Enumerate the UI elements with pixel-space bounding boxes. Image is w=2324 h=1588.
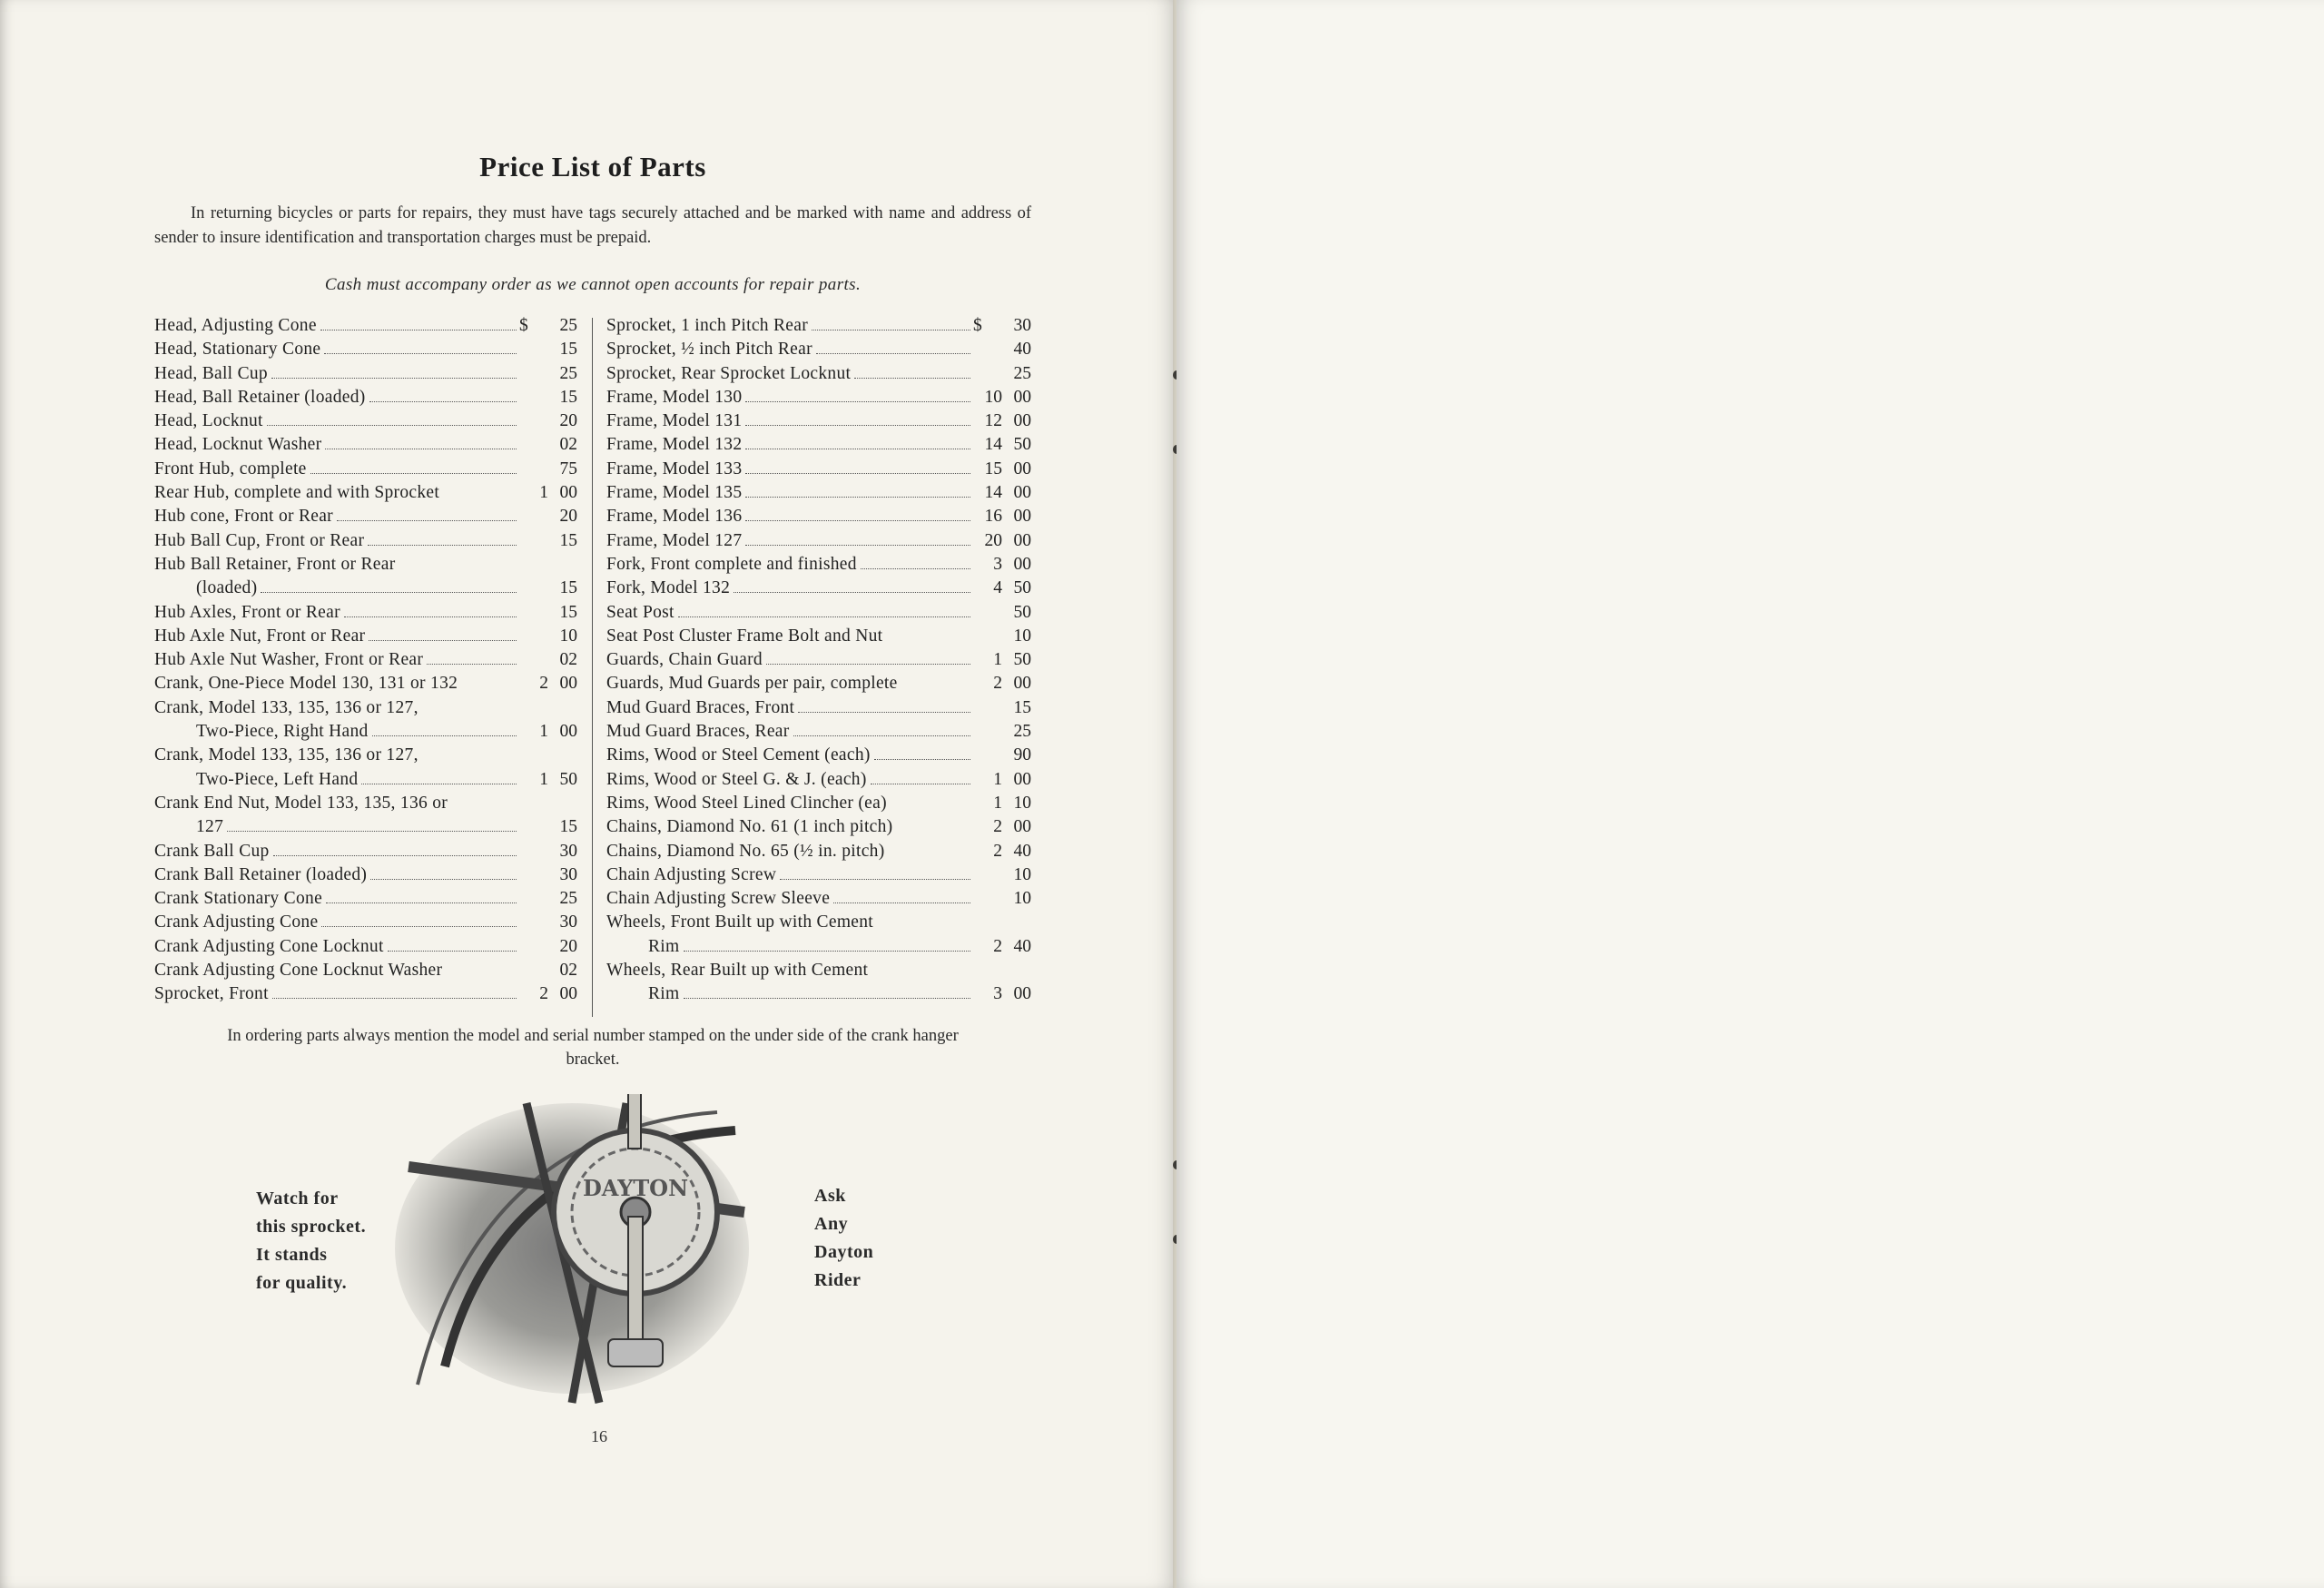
- leader-dots: [734, 592, 970, 593]
- leader-dots: [344, 616, 517, 617]
- price-row: [154, 770, 577, 794]
- part-name: Wheels, Rear Built up with Cement: [606, 961, 869, 981]
- part-name: Rim: [648, 936, 680, 956]
- price-cents: 10: [1013, 889, 1031, 909]
- price-cents: 75: [559, 459, 577, 478]
- price-dollars: 1: [539, 722, 548, 742]
- price-row: [154, 578, 577, 602]
- price-row: [154, 817, 577, 841]
- caption-line: this sprocket.: [256, 1217, 367, 1237]
- part-name: Head, Locknut: [154, 411, 263, 431]
- leader-dots: [388, 951, 517, 952]
- price-cents: 30: [1013, 316, 1031, 335]
- part-name: Crank Stationary Cone: [154, 889, 323, 909]
- price-dollars: 2: [539, 984, 548, 1004]
- price-cents: 20: [559, 936, 577, 956]
- price-cents: 02: [559, 435, 577, 455]
- price-row: [154, 698, 577, 722]
- price-dollars: 2: [993, 841, 1002, 861]
- price-cents: 15: [559, 530, 577, 550]
- intro-paragraph: In returning bicycles or parts for repairs, they must have tags securely attached and be marked with name and address of sender to insure identification and transportation charges must be prepaid.: [154, 204, 1031, 247]
- price-row: [606, 912, 1031, 936]
- price-row: [154, 340, 577, 363]
- price-dollars: 10: [984, 387, 1002, 407]
- leader-dots: [678, 616, 970, 617]
- part-name: Mud Guard Braces, Front: [606, 697, 795, 717]
- part-name: Frame, Model 131: [606, 411, 743, 431]
- leader-dots: [854, 378, 970, 379]
- part-name: Rims, Wood or Steel Cement (each): [606, 745, 871, 765]
- leader-dots: [793, 735, 970, 736]
- price-cents: 50: [1013, 578, 1031, 598]
- page-number: 16: [591, 1427, 607, 1445]
- part-name: Frame, Model 127: [606, 530, 743, 550]
- caption-line: Dayton: [814, 1242, 874, 1262]
- part-name: Head, Stationary Cone: [154, 340, 321, 360]
- price-cents: 20: [559, 507, 577, 527]
- part-name: Crank Ball Retainer (loaded): [154, 864, 368, 884]
- price-dollars: 1: [539, 769, 548, 789]
- part-name: Two-Piece, Right Hand: [196, 722, 369, 742]
- price-row: [606, 770, 1031, 794]
- price-row: [606, 937, 1031, 961]
- price-row: [154, 674, 577, 697]
- price-row: [154, 865, 577, 889]
- price-dollars: 20: [984, 530, 1002, 550]
- caption-line: Watch for: [256, 1189, 339, 1208]
- price-cents: 10: [559, 626, 577, 646]
- dollar-sign: $: [973, 316, 982, 335]
- price-cents: 25: [559, 316, 577, 335]
- price-cents: 90: [1013, 745, 1031, 765]
- price-row: [606, 388, 1031, 411]
- leader-dots: [745, 497, 970, 498]
- caption-line: It stands: [256, 1245, 328, 1265]
- part-name: 127: [196, 817, 224, 837]
- cash-note: Cash must accompany order as we cannot open accounts for repair parts.: [324, 275, 862, 294]
- price-row: [154, 745, 577, 769]
- part-name: Mud Guard Braces, Rear: [606, 722, 790, 742]
- part-name: Hub Ball Retainer, Front or Rear: [154, 554, 396, 574]
- price-cents: 15: [559, 602, 577, 622]
- price-row: [606, 507, 1031, 530]
- part-name: Hub Ball Cup, Front or Rear: [154, 530, 365, 550]
- leader-dots: [227, 831, 517, 832]
- price-dollars: 14: [984, 435, 1002, 455]
- parts-list-left: [154, 316, 577, 1009]
- price-row: [154, 794, 577, 817]
- price-cents: 15: [559, 578, 577, 598]
- price-cents: 00: [1013, 387, 1031, 407]
- price-cents: 00: [1013, 817, 1031, 837]
- leader-dots: [310, 473, 517, 474]
- price-row: [154, 316, 577, 340]
- price-row: [606, 411, 1031, 435]
- part-name: Two-Piece, Left Hand: [196, 769, 359, 789]
- part-name: Fork, Model 132: [606, 578, 731, 598]
- price-cents: 15: [559, 340, 577, 360]
- price-dollars: 2: [993, 817, 1002, 837]
- price-dollars: 16: [984, 507, 1002, 527]
- leader-dots: [861, 568, 970, 569]
- leader-dots: [324, 353, 517, 354]
- part-name: Seat Post Cluster Frame Bolt and Nut: [606, 626, 883, 646]
- part-name: Hub Axles, Front or Rear: [154, 602, 340, 622]
- price-dollars: 2: [993, 674, 1002, 694]
- leader-dots: [684, 951, 971, 952]
- part-name: Seat Post: [606, 602, 675, 622]
- price-row: [154, 603, 577, 626]
- ordering-note: In ordering parts always mention the model and serial number stamped on the under side of the crank hanger bracket.: [227, 1027, 959, 1069]
- price-cents: 50: [1013, 435, 1031, 455]
- price-cents: 10: [1013, 626, 1031, 646]
- price-row: [606, 650, 1031, 674]
- price-cents: 40: [1013, 340, 1031, 360]
- price-cents: 25: [1013, 722, 1031, 742]
- part-name: Crank, Model 133, 135, 136 or 127,: [154, 697, 419, 717]
- part-name: Rim: [648, 984, 680, 1004]
- part-name: Rear Hub, complete and with Sprocket: [154, 483, 440, 503]
- part-name: Head, Locknut Washer: [154, 435, 322, 455]
- price-cents: 02: [559, 650, 577, 670]
- price-cents: 00: [1013, 769, 1031, 789]
- price-cents: 25: [1013, 363, 1031, 383]
- part-name: Hub Axle Nut, Front or Rear: [154, 626, 366, 646]
- price-row: [606, 435, 1031, 459]
- leader-dots: [684, 998, 971, 999]
- part-name: Chains, Diamond No. 61 (1 inch pitch): [606, 817, 893, 837]
- price-dollars: 2: [993, 936, 1002, 956]
- part-name: Head, Ball Cup: [154, 363, 268, 383]
- price-row: [606, 722, 1031, 745]
- part-name: (loaded): [196, 578, 258, 598]
- price-cents: 50: [559, 769, 577, 789]
- price-row: [606, 745, 1031, 769]
- part-name: Head, Adjusting Cone: [154, 316, 317, 335]
- part-name: Hub Axle Nut Washer, Front or Rear: [154, 650, 424, 670]
- price-cents: 00: [1013, 459, 1031, 478]
- leader-dots: [369, 401, 517, 402]
- sprocket-illustration: [390, 1094, 753, 1412]
- price-row: [606, 340, 1031, 363]
- part-name: Frame, Model 130: [606, 387, 743, 407]
- part-name: Chain Adjusting Screw Sleeve: [606, 889, 831, 909]
- leader-dots: [321, 926, 517, 927]
- price-row: [154, 961, 577, 984]
- price-cents: 00: [1013, 507, 1031, 527]
- leader-dots: [874, 759, 970, 760]
- price-cents: 15: [559, 387, 577, 407]
- price-cents: 00: [1013, 554, 1031, 574]
- price-cents: 50: [1013, 602, 1031, 622]
- price-cents: 00: [1013, 984, 1031, 1004]
- price-cents: 00: [559, 483, 577, 503]
- price-dollars: 3: [993, 984, 1002, 1004]
- part-name: Frame, Model 132: [606, 435, 743, 455]
- part-name: Crank End Nut, Model 133, 135, 136 or: [154, 793, 448, 813]
- part-name: Crank Adjusting Cone: [154, 912, 319, 932]
- part-name: Rims, Wood Steel Lined Clincher (ea): [606, 793, 887, 813]
- price-cents: 50: [1013, 650, 1031, 670]
- price-cents: 30: [559, 864, 577, 884]
- price-row: [606, 817, 1031, 841]
- part-name: Guards, Mud Guards per pair, complete: [606, 674, 898, 694]
- price-cents: 00: [559, 722, 577, 742]
- left-caption: [256, 1185, 366, 1297]
- price-row: [606, 603, 1031, 626]
- leader-dots: [368, 545, 517, 546]
- price-row: [154, 937, 577, 961]
- price-cents: 00: [559, 674, 577, 694]
- part-name: Chain Adjusting Screw: [606, 864, 777, 884]
- price-row: [606, 555, 1031, 578]
- part-name: Head, Ball Retainer (loaded): [154, 387, 366, 407]
- part-name: Crank Adjusting Cone Locknut: [154, 936, 384, 956]
- price-row: [154, 388, 577, 411]
- price-dollars: 1: [993, 793, 1002, 813]
- part-name: Frame, Model 136: [606, 507, 743, 527]
- leader-dots: [833, 902, 970, 903]
- price-dollars: 3: [993, 554, 1002, 574]
- price-row: [154, 483, 577, 507]
- svg-text:DAYTON: DAYTON: [582, 1175, 689, 1201]
- part-name: Fork, Front complete and finished: [606, 554, 857, 574]
- part-name: Sprocket, Rear Sprocket Locknut: [606, 363, 852, 383]
- price-dollars: 15: [984, 459, 1002, 478]
- price-cents: 00: [1013, 674, 1031, 694]
- part-name: Crank Adjusting Cone Locknut Washer: [154, 961, 443, 981]
- price-row: [154, 912, 577, 936]
- caption-line: Ask: [814, 1186, 846, 1206]
- price-row: [154, 842, 577, 865]
- price-row: [606, 316, 1031, 340]
- price-row: [606, 483, 1031, 507]
- price-cents: 30: [559, 912, 577, 932]
- leader-dots: [798, 712, 970, 713]
- price-cents: 10: [1013, 793, 1031, 813]
- price-row: [606, 889, 1031, 912]
- price-dollars: 12: [984, 411, 1002, 431]
- price-row: [154, 984, 577, 1008]
- right-page-blank: [1177, 0, 2324, 1588]
- part-name: Wheels, Front Built up with Cement: [606, 912, 874, 932]
- price-cents: 00: [1013, 483, 1031, 503]
- price-cents: 15: [559, 817, 577, 837]
- leader-dots: [780, 879, 970, 880]
- leader-dots: [337, 520, 517, 521]
- price-cents: 02: [559, 961, 577, 981]
- price-cents: 00: [559, 984, 577, 1004]
- part-name: Sprocket, 1 inch Pitch Rear: [606, 316, 809, 335]
- leader-dots: [427, 664, 517, 665]
- leader-dots: [816, 353, 970, 354]
- column-divider: [592, 318, 593, 1017]
- leader-dots: [272, 998, 517, 999]
- leader-dots: [745, 520, 970, 521]
- price-cents: 25: [559, 363, 577, 383]
- part-name: Guards, Chain Guard: [606, 650, 763, 670]
- price-row: [154, 507, 577, 530]
- part-name: Crank, Model 133, 135, 136 or 127,: [154, 745, 419, 765]
- price-cents: 25: [559, 889, 577, 909]
- price-row: [606, 842, 1031, 865]
- price-row: [606, 674, 1031, 697]
- leader-dots: [766, 664, 970, 665]
- price-row: [606, 459, 1031, 483]
- price-dollars: 2: [539, 674, 548, 694]
- part-name: Sprocket, ½ inch Pitch Rear: [606, 340, 812, 360]
- price-row: [154, 626, 577, 650]
- leader-dots: [745, 425, 970, 426]
- leader-dots: [745, 401, 970, 402]
- price-row: [154, 411, 577, 435]
- price-cents: 10: [1013, 864, 1031, 884]
- price-dollars: 1: [993, 769, 1002, 789]
- price-row: [154, 459, 577, 483]
- price-cents: 15: [1013, 697, 1031, 717]
- leader-dots: [369, 640, 517, 641]
- price-row: [154, 531, 577, 555]
- price-cents: 30: [559, 841, 577, 861]
- price-dollars: 14: [984, 483, 1002, 503]
- price-cents: 20: [559, 411, 577, 431]
- part-name: Front Hub, complete: [154, 459, 307, 478]
- price-cents: 40: [1013, 841, 1031, 861]
- leader-dots: [745, 473, 970, 474]
- price-row: [606, 698, 1031, 722]
- price-row: [606, 626, 1031, 650]
- right-caption: [814, 1182, 873, 1295]
- price-row: [606, 961, 1031, 984]
- leader-dots: [370, 879, 517, 880]
- price-dollars: 1: [993, 650, 1002, 670]
- caption-line: Rider: [814, 1270, 862, 1290]
- leader-dots: [267, 425, 517, 426]
- price-row: [154, 722, 577, 745]
- caption-line: Any: [814, 1214, 849, 1234]
- price-row: [606, 531, 1031, 555]
- part-name: Rims, Wood or Steel G. & J. (each): [606, 769, 867, 789]
- leader-dots: [372, 735, 517, 736]
- price-cents: 40: [1013, 936, 1031, 956]
- part-name: Hub cone, Front or Rear: [154, 507, 333, 527]
- leader-dots: [261, 592, 517, 593]
- price-row: [154, 364, 577, 388]
- price-row: [154, 435, 577, 459]
- leader-dots: [326, 902, 517, 903]
- parts-list-right: [606, 316, 1031, 1009]
- leader-dots: [745, 545, 970, 546]
- part-name: Crank Ball Cup: [154, 841, 270, 861]
- leader-dots: [271, 378, 517, 379]
- part-name: Frame, Model 133: [606, 459, 743, 478]
- price-row: [154, 889, 577, 912]
- part-name: Chains, Diamond No. 65 (½ in. pitch): [606, 841, 885, 861]
- price-row: [606, 578, 1031, 602]
- leader-dots: [273, 855, 517, 856]
- price-row: [606, 984, 1031, 1008]
- price-row: [606, 364, 1031, 388]
- price-row: [606, 794, 1031, 817]
- price-row: [606, 865, 1031, 889]
- price-cents: 00: [1013, 411, 1031, 431]
- part-name: Frame, Model 135: [606, 483, 743, 503]
- price-dollars: 4: [993, 578, 1002, 598]
- caption-line: for quality.: [256, 1273, 348, 1293]
- part-name: Sprocket, Front: [154, 984, 269, 1004]
- price-dollars: 1: [539, 483, 548, 503]
- page-title: Price List of Parts: [479, 151, 706, 182]
- price-row: [154, 650, 577, 674]
- price-cents: 00: [1013, 530, 1031, 550]
- price-row: [154, 555, 577, 578]
- dollar-sign: $: [519, 316, 528, 335]
- part-name: Crank, One-Piece Model 130, 131 or 132: [154, 674, 458, 694]
